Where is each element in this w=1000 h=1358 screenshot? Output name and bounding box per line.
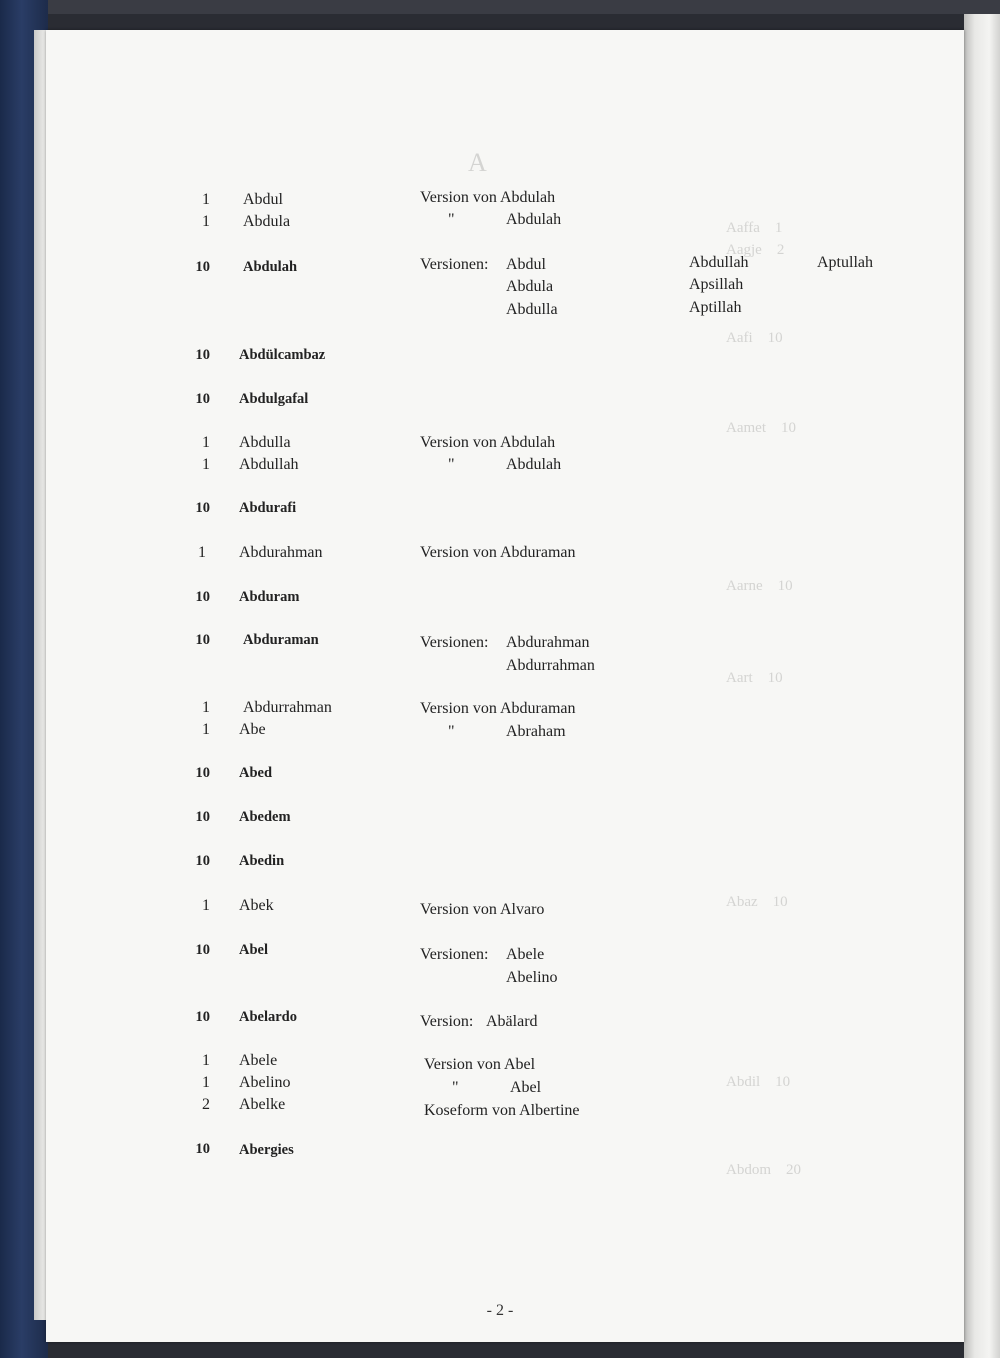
entry-number: 1 [202,699,210,716]
entry-number: 10 [195,589,210,605]
ghost-letter: A [468,148,487,177]
entry-description: Koseform von Albertine [424,1102,580,1119]
variant: Aptillah [689,299,742,316]
entry-number: 10 [195,259,210,275]
entry-number: 10 [195,1141,210,1157]
entry-name: Abduraman [243,632,319,648]
entry-name: Abdurahman [239,544,323,561]
entry-number: 1 [202,1052,210,1069]
entry-name: Abergies [239,1142,294,1158]
variant: Abälard [486,1013,538,1030]
bleed-through-text: Aaffa 1 [726,220,783,236]
entry-name: Abdula [243,213,291,230]
ditto-mark: " [448,211,455,228]
entry-number: 10 [195,765,210,781]
entry-number: 1 [202,434,210,451]
entry-number: 1 [202,1074,210,1091]
entry-number: 10 [195,500,210,516]
bleed-through-text: Abaz 10 [726,894,788,910]
variant: Abdurahman [506,634,590,651]
entry-number: 1 [202,191,210,208]
entry-name: Abelino [239,1074,291,1091]
document-page [46,30,964,1342]
entry-description: Abel [510,1079,542,1096]
bleed-through-text: Aagje 2 [726,242,785,258]
entry-description: Version von Abdulah [420,189,556,206]
bleed-through-text: Aarne 10 [726,578,793,594]
variant: Abdullah [689,254,749,271]
entry-description-label: Versionen: [420,634,489,651]
entry-name: Abdulla [239,434,291,451]
entry-name: Abele [239,1052,278,1069]
entry-description: Abdulah [506,456,562,473]
entry-description-label: Versionen: [420,946,489,963]
entry-number: 10 [195,347,210,363]
entry-description-label: Version: [420,1013,474,1030]
bleed-through-text: Abdil 10 [726,1074,791,1090]
entry-number: 10 [195,942,210,958]
entry-name: Abed [239,765,273,781]
entry-description: Abraham [506,723,566,740]
entry-number: 10 [195,809,210,825]
page-number: - 2 - [486,1302,514,1319]
ditto-mark: " [452,1079,459,1096]
variant: Apsillah [689,276,744,293]
entry-description: Version von Alvaro [420,901,545,918]
entry-number: 1 [198,544,206,561]
entry-number: 10 [195,391,210,407]
entry-name: Abdullah [239,456,299,473]
entry-name: Abdulah [243,259,298,275]
entry-name: Abek [239,897,274,914]
entry-number: 10 [195,853,210,869]
entry-name: Abdurrahman [243,699,332,716]
entry-number: 2 [202,1096,210,1113]
entry-number: 1 [202,721,210,738]
entry-name: Abdülcambaz [239,347,326,363]
entry-name: Abdul [243,191,283,208]
entry-name: Abduram [239,589,300,605]
entry-name: Abelardo [239,1009,297,1025]
bleed-through-text: Abdom 20 [726,1162,801,1178]
entry-number: 10 [195,632,210,648]
next-page-edge [964,14,1000,1358]
entry-number: 1 [202,213,210,230]
bleed-through-text: Aamet 10 [726,420,796,436]
entry-name: Abdurafi [239,500,297,516]
entry-description: Version von Abduraman [420,700,576,717]
entry-name: Abdulgafal [239,391,309,407]
book-cover-top [0,0,1000,14]
entry-name: Abedin [239,853,285,869]
entry-name: Abel [239,942,268,958]
entry-description: Version von Abduraman [420,544,576,561]
entry-description: Version von Abdulah [420,434,556,451]
entry-description: Version von Abel [424,1056,536,1073]
entry-description: Abdulah [506,211,562,228]
variant: Abdurrahman [506,657,595,674]
entry-name: Abedem [239,809,291,825]
variant: Abele [506,946,545,963]
ditto-mark: " [448,456,455,473]
variant: Abdulla [506,301,558,318]
variant: Abdula [506,278,554,295]
page-edge [34,30,46,1320]
variant: Aptullah [817,254,873,271]
bleed-through-text: Aart 10 [726,670,783,686]
variant: Abelino [506,969,558,986]
entry-description-label: Versionen: [420,256,489,273]
entry-number: 1 [202,456,210,473]
bleed-through-text: Aafi 10 [726,330,783,346]
entry-number: 1 [202,897,210,914]
entry-name: Abe [239,721,266,738]
entry-number: 10 [195,1009,210,1025]
variant: Abdul [506,256,546,273]
ditto-mark: " [448,723,455,740]
entry-name: Abelke [239,1096,286,1113]
